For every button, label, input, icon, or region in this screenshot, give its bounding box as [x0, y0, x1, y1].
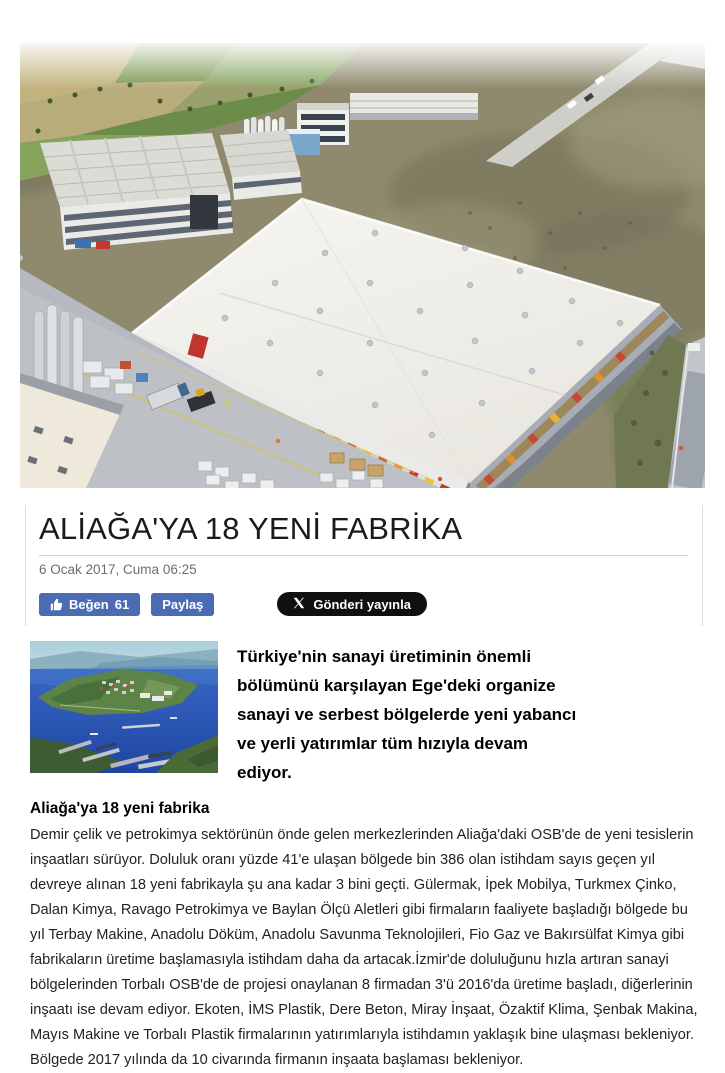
- article-subheading: Aliağa'ya 18 yeni fabrika: [30, 800, 210, 817]
- page-title: ALİAĞA'YA 18 YENİ FABRİKA: [39, 511, 463, 546]
- article-header: [25, 505, 703, 626]
- x-logo-icon: [293, 597, 305, 612]
- like-label: Beğen: [69, 596, 109, 612]
- share-label: Paylaş: [162, 596, 204, 612]
- lede-section: [30, 641, 705, 787]
- x-post-button[interactable]: [277, 592, 427, 616]
- hero-factory-aerial-graphic: [20, 43, 705, 488]
- facebook-share-button[interactable]: [151, 593, 214, 616]
- facebook-like-button[interactable]: [39, 593, 140, 616]
- publish-date: 6 Ocak 2017, Cuma 06:25: [39, 562, 197, 577]
- x-post-label: Gönderi yayınla: [313, 596, 411, 612]
- intro-paragraph: Türkiye'nin sanayi üretiminin önemli bölümünü karşılayan Ege'deki organize sanayi ve serbest bölgelerde yeni yabancı ve yerli yatırımlar tüm hızıyla devam ediyor.: [237, 647, 577, 782]
- like-count: 61: [114, 596, 130, 612]
- title-divider: [39, 555, 688, 556]
- social-buttons-row: [39, 592, 688, 616]
- article-thumbnail-image: [30, 641, 218, 773]
- body-paragraph: Demir çelik ve petrokimya sektörünün önde gelen merkezlerinden Aliağa'daki OSB'de de yeni tesislerin inşaatları sürüyor. Doluluk oranı yüzde 41'e ulaşan bölgede bin 386 olan istihdam sayıs geçen yıl devreye alınan 18 yeni fabrikayla şu ana kadar 3 bini geçti. Gülermak, İpek Mobilya, Turkmex Çinko, Dalan Kimya, Ravago Petrokimya ve Baylan Ölçü Aletleri gibi firmaların faaliyete başladığı bölgede bu yıl Terbay Makine, Anadolu Döküm, Anadolu Savunma Teknolojileri, Fio Gaz ve Bakırsülfat Kimya gibi fabrikaların üretime başlamasıyla istihdam daha da artacak.İzmir'de doluluğunu hızla artıran sanayi bölgelerinden Torbalı OSB'de de projesi onaylanan 8 firmadan 3'ü 2016'da üretime başladı, diğerlerinin inşaatı ise devam ediyor. Ekoten, İMS Plastik, Dere Beton, Miray İnşaat, Özaktif Klima, Şenbak Makina, Mayıs Makine ve Torbalı Plastik firmalarının yatırımlarıyla istihdamın yaklaşık bine ulaşması bekleniyor. Bölgede 2017 yılında da 10 civarında firmanın inşaata başlaması bekleniyor.: [30, 827, 698, 1068]
- bay-aerial-graphic: [30, 641, 218, 773]
- article-hero-image: [20, 43, 705, 488]
- thumbs-up-icon: [50, 598, 63, 611]
- left-factory: [40, 133, 233, 250]
- article-body: [30, 641, 705, 1073]
